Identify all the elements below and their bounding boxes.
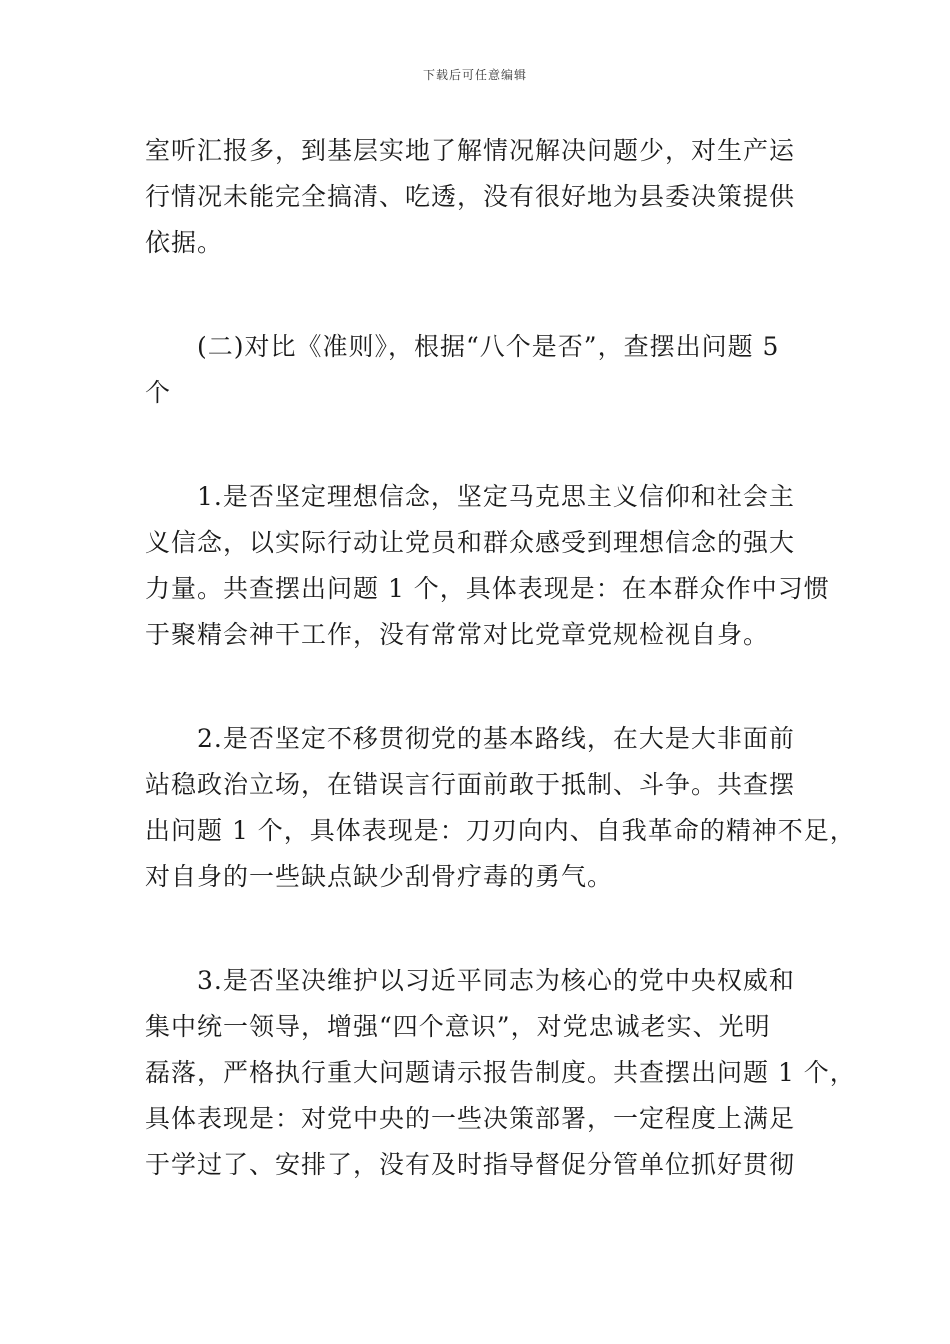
text-line: 义信念，以实际行动让党员和群众感受到理想信念的强大 xyxy=(145,528,796,557)
item-3-paragraph xyxy=(145,958,856,1188)
text-line: 站稳政治立场，在错误言行面前敢于抵制、斗争。共查摆 xyxy=(145,770,796,799)
text-line: 集中统一领导，增强“四个意识”，对党忠诚老实、光明 xyxy=(145,1012,771,1041)
text-line: 于聚精会神干工作，没有常常对比党章党规检视自身。 xyxy=(145,620,770,649)
text-line: 磊落，严格执行重大问题请示报告制度。共查摆出问题 1 个， xyxy=(145,1058,856,1087)
text-line: 行情况未能完全搞清、吃透，没有很好地为县委决策提供 xyxy=(145,182,796,211)
paragraph-spacer xyxy=(145,658,813,716)
text-line: 出问题 1 个，具体表现是：刀刃向内、自我革命的精神不足， xyxy=(145,816,856,845)
text-line: 3.是否坚决维护以习近平同志为核心的党中央权威和 xyxy=(197,966,795,995)
paragraph-spacer xyxy=(145,266,813,324)
document-body xyxy=(145,128,856,1188)
paragraph-spacer xyxy=(145,416,813,474)
text-line: 于学过了、安排了，没有及时指导督促分管单位抓好贯彻 xyxy=(145,1150,796,1179)
section-heading-2 xyxy=(145,324,813,416)
page-header: 下载后可任意编辑 xyxy=(422,68,527,82)
text-line: 具体表现是：对党中央的一些决策部署，一定程度上满足 xyxy=(145,1104,796,1133)
text-line: (二)对比《准则》，根据“八个是否”，查摆出问题 5 xyxy=(197,332,780,361)
item-1-paragraph xyxy=(145,474,830,658)
paragraph-spacer xyxy=(145,900,813,958)
text-line: 室听汇报多，到基层实地了解情况解决问题少，对生产运 xyxy=(145,136,796,165)
text-line: 个 xyxy=(145,378,172,407)
text-line: 依据。 xyxy=(145,228,224,257)
text-line: 对自身的一些缺点缺少刮骨疗毒的勇气。 xyxy=(145,862,614,891)
text-line: 力量。共查摆出问题 1 个，具体表现是：在本群众作中习惯 xyxy=(145,574,830,603)
text-line: 1.是否坚定理想信念，坚定马克思主义信仰和社会主 xyxy=(197,482,795,511)
paragraph-continuation xyxy=(145,128,813,266)
text-line: 2.是否坚定不移贯彻党的基本路线，在大是大非面前 xyxy=(197,724,795,753)
item-2-paragraph xyxy=(145,716,856,900)
